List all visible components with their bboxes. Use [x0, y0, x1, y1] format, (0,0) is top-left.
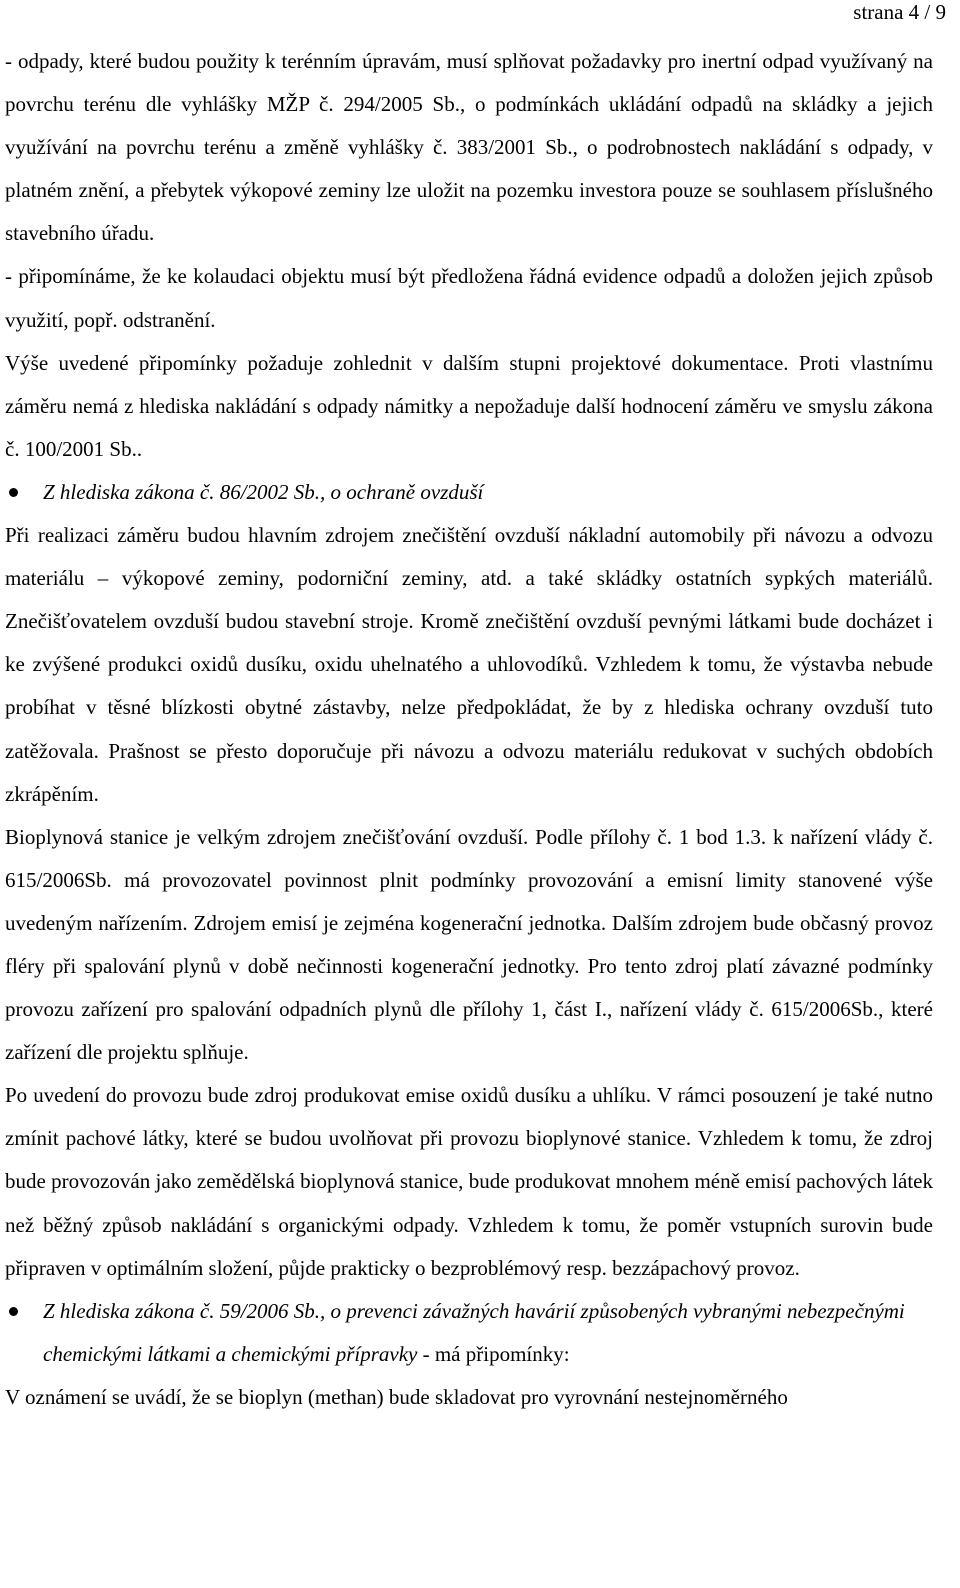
bullet-air-protection-title: Z hlediska zákona č. 86/2002 Sb., o ochraně ovzduší: [43, 479, 484, 504]
bullet-dot-icon: [9, 488, 18, 497]
paragraph-emissions-odours: Po uvedení do provozu bude zdroj produkovat emise oxidů dusíku a uhlíku. V rámci posouzení je také nutno zmínit pachové látky, které se budou uvolňovat při provozu bioplynové stanice. Vzhledem k tomu, že zdroj bude provozován jako zemědělská bioplynová stanice, bude produkovat mnohem méně emisí pachových látek než běžný způsob nakládání s organickými odpady. Vzhledem k tomu, že poměr vstupních surovin bude připraven v optimálním složení, půjde prakticky o bezproblémový resp. bezzápachový provoz.: [5, 1083, 933, 1280]
bullet-air-protection: [5, 471, 933, 514]
paragraph-waste-evidence: - připomínáme, že ke kolaudaci objektu musí být předložena řádná evidence odpadů a doložen jejich způsob využití, popř. odstranění.: [5, 264, 933, 332]
paragraph-waste-conclusion: Výše uvedené připomínky požaduje zohlednit v dalším stupni projektové dokumentace. Proti vlastnímu záměru nemá z hlediska nakládání s odpady námitky a nepožaduje další hodnocení záměru ve smyslu zákona č. 100/2001 Sb..: [5, 350, 933, 461]
paragraph-waste-requirements: - odpady, které budou použity k terénním úpravám, musí splňovat požadavky pro inertní odpad využívaný na povrchu terénu dle vyhlášky MŽP č. 294/2005 Sb., o podmínkách ukládání odpadů na skládky a jejich využívání na povrchu terénu a změně vyhlášky č. 383/2001 Sb., o podrobnostech nakládání s odpady, v platném znění, a přebytek výkopové zeminy lze uložit na pozemku investora pouze se souhlasem příslušného stavebního úřadu.: [5, 49, 933, 246]
paragraph-air-pollution: Při realizaci záměru budou hlavním zdrojem znečištění ovzduší nákladní automobily při návozu a odvozu materiálu – výkopové zeminy, podorniční zeminy, atd. a také skládky ostatních sypkých materiálů. Znečišťovatelem ovzduší budou stavební stroje. Kromě znečištění ovzduší pevnými látkami bude docházet i ke zvýšené produkci oxidů dusíku, oxidu uhelnatého a uhlovodíků. Vzhledem k tomu, že výstavba nebude probíhat v těsné blízkosti obytné zástavby, nelze předpokládat, že by z hlediska ochrany ovzduší tuto zatěžovala. Prašnost se přesto doporučuje při návozu a odvozu materiálu redukovat v suchých obdobích zkrápěním.: [5, 523, 933, 806]
page-number: strana 4 / 9: [853, 0, 946, 24]
document-body: [5, 40, 933, 1419]
bullet-accident-prevention: [5, 1290, 933, 1376]
paragraph-biogas-storage: V oznámení se uvádí, že se bioplyn (methan) bude skladovat pro vyrovnání nestejnoměrného: [5, 1384, 788, 1409]
bullet-dot-icon: [9, 1307, 18, 1316]
paragraph-biogas-station: Bioplynová stanice je velkým zdrojem znečišťování ovzduší. Podle přílohy č. 1 bod 1.3. k nařízení vlády č. 615/2006Sb. má provozovatel povinnost plnit podmínky provozování a emisní limity stanovené výše uvedeným nařízením. Zdrojem emisí je zejména kogenerační jednotka. Dalším zdrojem bude občasný provoz fléry při spalování plynů v době nečinnosti kogenerační jednotky. Pro tento zdroj platí závazné podmínky provozu zařízení pro spalování odpadních plynů dle přílohy 1, část I., nařízení vlády č. 615/2006Sb., které zařízení dle projektu splňuje.: [5, 824, 933, 1065]
bullet-accident-prevention-tail: - má připomínky:: [417, 1341, 570, 1366]
bullet-accident-prevention-title: Z hlediska zákona č. 59/2006 Sb., o prevenci závažných havárií způsobených vybranými nebezpečnými chemickými látkami a chemickými přípravky: [43, 1298, 905, 1366]
